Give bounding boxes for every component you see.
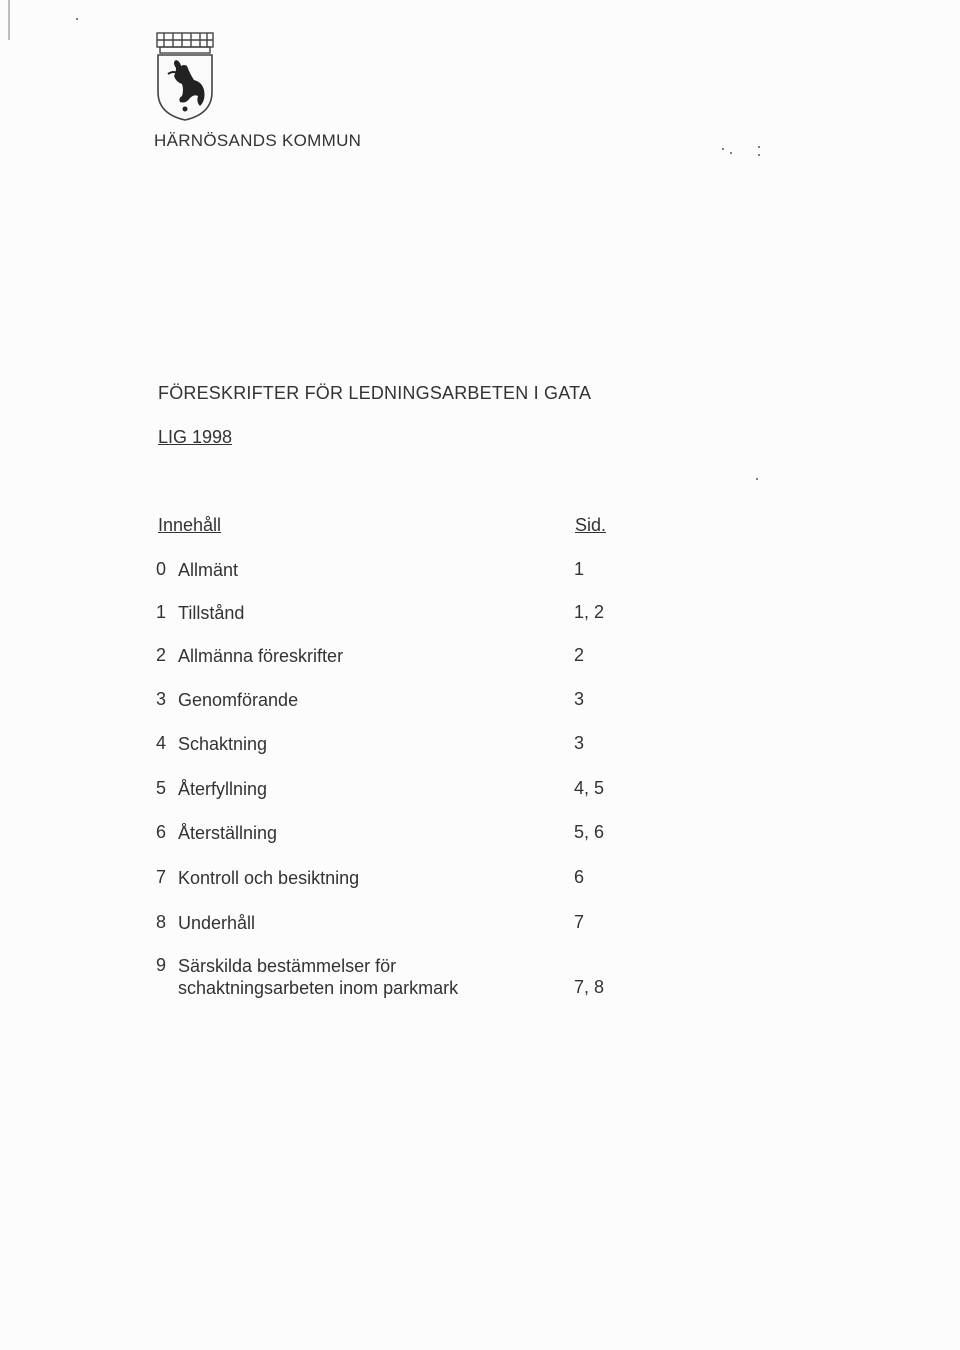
toc-entry-label: Återfyllning <box>178 779 268 799</box>
toc-entry-label: Särskilda bestämmelser för schaktningsarbeten inom parkmark <box>178 956 459 998</box>
toc-entry-page: 3 <box>574 733 585 753</box>
toc-entry-label: Underhåll <box>178 913 256 933</box>
toc-entry-number: 6 <box>156 822 167 842</box>
toc-entry-number: 1 <box>156 602 167 622</box>
toc-heading: Innehåll <box>158 515 222 535</box>
scan-speck <box>76 18 78 20</box>
toc-entry-label: Kontroll och besiktning <box>178 868 360 888</box>
toc-entry-label: Tillstånd <box>178 603 245 623</box>
toc-entry-number: 3 <box>156 689 167 709</box>
toc-entry-page: 7, 8 <box>574 977 605 997</box>
document-title: FÖRESKRIFTER FÖR LEDNINGSARBETEN I GATA <box>158 383 592 403</box>
toc-entry-page: 1 <box>574 559 585 579</box>
toc-entry-page: 4, 5 <box>574 778 605 798</box>
scan-speck <box>758 146 760 148</box>
toc-entry-number: 7 <box>156 867 167 887</box>
scan-speck <box>756 478 758 480</box>
toc-entry-number: 9 <box>156 955 167 975</box>
scan-speck <box>730 152 732 154</box>
toc-entry-number: 2 <box>156 645 167 665</box>
toc-entry-label: Schaktning <box>178 734 268 754</box>
toc-entry-label: Genomförande <box>178 690 299 710</box>
toc-entry-page: 6 <box>574 867 585 887</box>
toc-entry-number: 4 <box>156 733 167 753</box>
toc-entry-label: Återställning <box>178 823 278 843</box>
toc-entry-page: 2 <box>574 645 585 665</box>
toc-entry-label: Allmänna föreskrifter <box>178 646 344 666</box>
organization-name: HÄRNÖSANDS KOMMUN <box>154 131 362 150</box>
toc-entry-number: 8 <box>156 912 167 932</box>
toc-entry-page: 7 <box>574 912 585 932</box>
scan-speck <box>722 148 724 150</box>
toc-entry-label: Allmänt <box>178 560 239 580</box>
toc-entry-page: 5, 6 <box>574 822 605 842</box>
document-code: LIG 1998 <box>158 427 233 447</box>
toc-entry-page: 1, 2 <box>574 602 605 622</box>
toc-entry-number: 5 <box>156 778 167 798</box>
scan-edge-mark <box>8 0 10 40</box>
toc-page-heading: Sid. <box>575 515 607 535</box>
coat-of-arms-icon <box>154 30 216 122</box>
toc-entry-number: 0 <box>156 559 167 579</box>
toc-entry-page: 3 <box>574 689 585 709</box>
scan-speck <box>758 154 760 156</box>
